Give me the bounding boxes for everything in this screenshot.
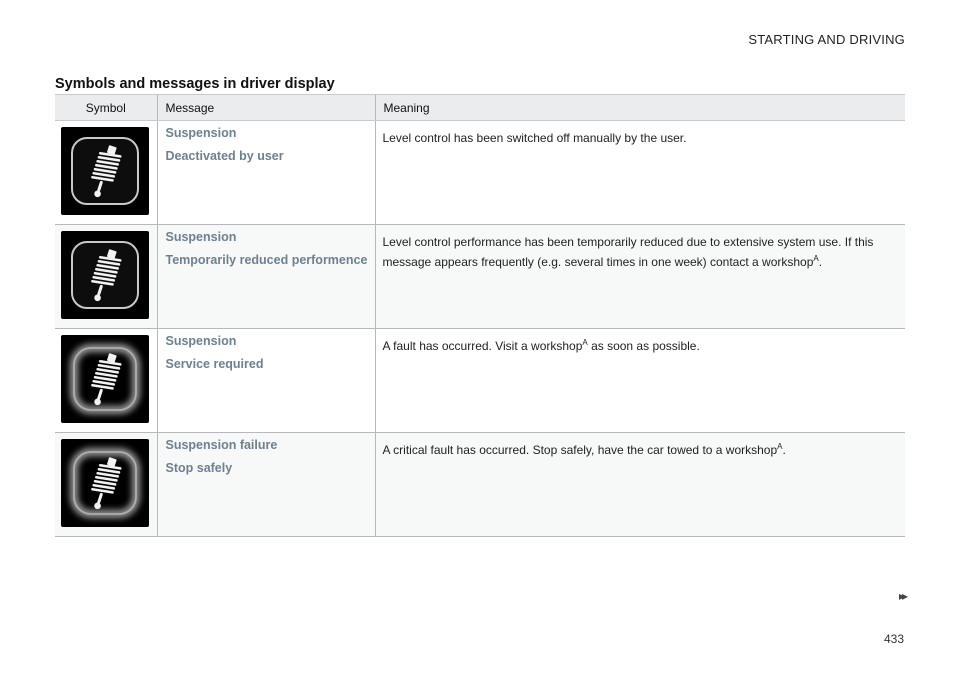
table-row	[55, 329, 905, 433]
meaning-cell	[375, 329, 905, 433]
column-header-symbol: Symbol	[55, 95, 157, 121]
message-detail: Service required	[165, 357, 264, 371]
section-title: Symbols and messages in driver display	[55, 76, 335, 92]
table-row	[55, 433, 905, 537]
column-header-message: Message	[157, 95, 375, 121]
message-detail: Temporarily reduced performence	[165, 253, 368, 267]
column-header-meaning: Meaning	[375, 95, 905, 121]
meaning-text: A fault has occurred. Visit a workshop	[382, 339, 583, 353]
meaning-text-end: as soon as possible.	[587, 339, 700, 353]
meaning-cell	[375, 433, 905, 537]
message-detail: Stop safely	[165, 461, 233, 475]
meaning-text: Level control has been switched off manually by the user.	[382, 131, 687, 145]
meaning-text-end: .	[782, 443, 786, 457]
meaning-text: Level control performance has been temporarily reduced due to extensive system use. If this message appears frequently (e.g. several times in one week) contact a workshop	[382, 235, 874, 269]
suspension-shock-absorber-icon	[61, 439, 149, 527]
suspension-shock-absorber-icon	[61, 335, 149, 423]
message-title: Suspension	[165, 126, 237, 140]
table-row	[55, 121, 905, 225]
message-detail: Deactivated by user	[165, 149, 284, 163]
meaning-text: A critical fault has occurred. Stop safely, have the car towed to a workshop	[382, 443, 778, 457]
message-cell	[157, 225, 375, 329]
symbol-cell	[55, 225, 157, 329]
meaning-cell	[375, 121, 905, 225]
message-title: Suspension failure	[165, 438, 278, 452]
footnote-marker: A	[777, 442, 783, 451]
footnote-marker: A	[582, 338, 588, 347]
page-number: 433	[883, 632, 904, 646]
table-row	[55, 225, 905, 329]
symbol-cell	[55, 433, 157, 537]
suspension-shock-absorber-icon	[61, 127, 149, 215]
message-cell	[157, 121, 375, 225]
message-title: Suspension	[165, 334, 237, 348]
table-header-row	[55, 95, 905, 121]
symbols-messages-table	[55, 94, 905, 537]
meaning-cell	[375, 225, 905, 329]
symbol-cell	[55, 121, 157, 225]
message-cell	[157, 329, 375, 433]
suspension-shock-absorber-icon	[61, 231, 149, 319]
symbol-cell	[55, 329, 157, 433]
message-title: Suspension	[165, 230, 237, 244]
meaning-text-end: .	[818, 255, 823, 269]
footnote-marker: A	[813, 254, 819, 263]
continue-next-page-icon: ▸▸	[898, 589, 905, 603]
chapter-heading: STARTING AND DRIVING	[748, 32, 905, 47]
message-cell	[157, 433, 375, 537]
